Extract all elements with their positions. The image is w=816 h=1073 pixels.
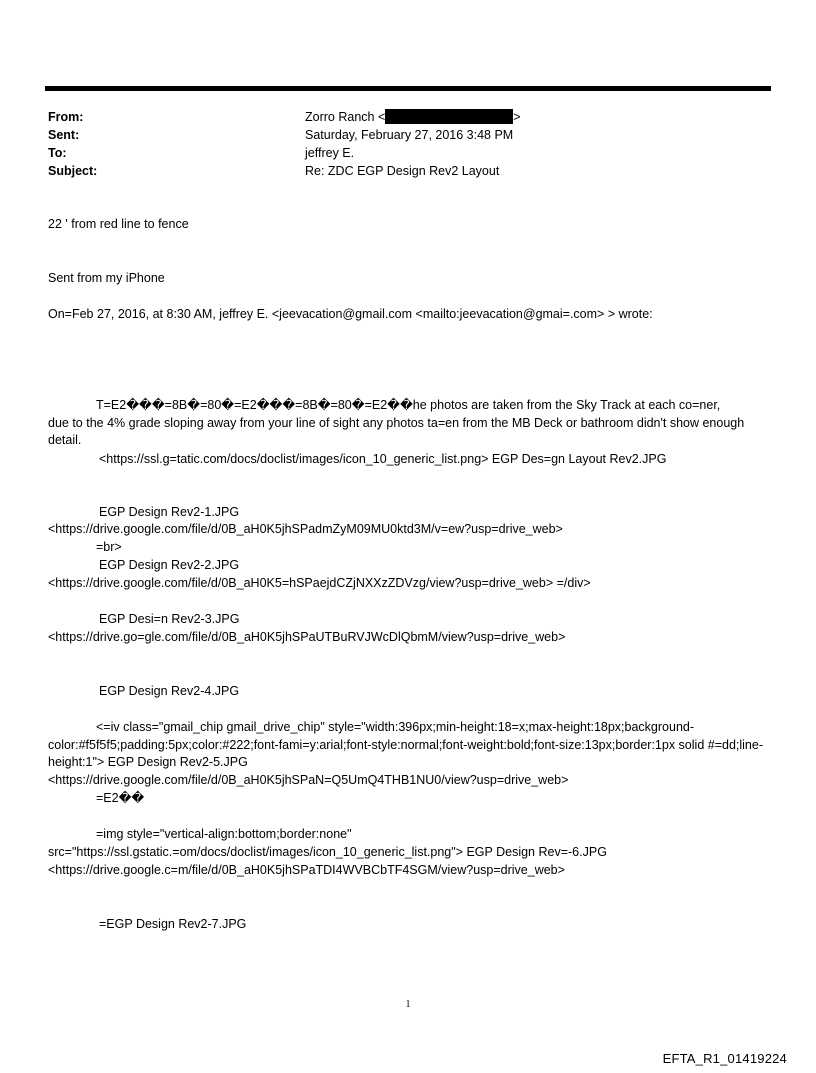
quote-intro: On=Feb 27, 2016, at 8:30 AM, jeffrey E. <jeevacation@gmail.com <mailto:jeevacation@gmai=.com> > wrote: — [48, 307, 653, 321]
file-2-url: <https://drive.google.com/file/d/0B_aH0K5=hSPaejdCZjNXXzZDVzg/view?usp=drive_web> =/div> — [48, 576, 591, 590]
sent-value: Saturday, February 27, 2016 3:48 PM — [305, 128, 514, 142]
br-fragment: =br> — [96, 540, 122, 554]
garbled-fragment: =E2�� — [96, 791, 145, 805]
file-1-url: <https://drive.google.com/file/d/0B_aH0K5jhSPadmZyM09MU0ktd3M/v=ew?usp=drive_web> — [48, 522, 563, 536]
file-7-name: =EGP Design Rev2-7.JPG — [99, 917, 247, 931]
from-value: Zorro Ranch < > — [305, 110, 521, 124]
icon-link-line: <https://ssl.g=tatic.com/docs/doclist/images/icon_10_generic_list.png> EGP Des=gn Layout Rev2.JPG — [99, 452, 667, 466]
div-chip-first-line: <=iv class="gmail_chip gmail_drive_chip" style="width:396px;min-height:18=x;max-height:18px;background- — [96, 720, 695, 734]
signature: Sent from my iPhone — [48, 271, 165, 285]
img-line-2: src="https://ssl.gstatic.=om/docs/doclist/images/icon_10_generic_list.png"> EGP Design Rev=-6.JPG — [48, 845, 607, 859]
file-3-name: EGP Desi=n Rev2-3.JPG — [99, 612, 240, 626]
subject-value: Re: ZDC EGP Design Rev2 Layout — [305, 164, 500, 178]
sent-row — [48, 126, 514, 144]
page-number: 1 — [405, 999, 411, 1010]
para1-first-line: T=E2���=8B�=80�=E2���=8B�=80�=E2��he photos are taken from the Sky Track at each co=ner, — [96, 398, 721, 412]
to-row — [48, 144, 355, 162]
div-chip-rest: color:#f5f5f5;padding:5px;color:#222;font-fami=y:arial;font-style:normal;font-weight:bold;font-size:13px;border:1px solid #=dd;line-height:1"> EGP Design Rev2-5.JPG — [48, 738, 763, 769]
to-label: To: — [48, 146, 67, 160]
subject-label: Subject: — [48, 164, 98, 178]
file-3-url: <https://drive.go=gle.com/file/d/0B_aH0K5jhSPaUTBuRVJWcDlQbmM/view?usp=drive_web> — [48, 630, 566, 644]
body-line-1: 22 ' from red line to fence — [48, 217, 189, 231]
sent-label: Sent: — [48, 128, 80, 142]
file-5-url: <https://drive.google.com/file/d/0B_aH0K5jhSPaN=Q5UmQ4THB1NU0/view?usp=drive_web> — [48, 773, 569, 787]
file-2-name: EGP Design Rev2-2.JPG — [99, 558, 240, 572]
file-6-url: <https://drive.google.c=m/file/d/0B_aH0K5jhSPaTDI4WVBCbTF4SGM/view?usp=drive_web> — [48, 863, 565, 877]
header-rule — [45, 86, 771, 91]
redaction-box — [385, 109, 513, 124]
file-4-name: EGP Design Rev2-4.JPG — [99, 684, 240, 698]
from-label: From: — [48, 110, 84, 124]
para1-rest: due to the 4% grade sloping away from your line of sight any photos ta=en from the MB Deck or bathroom didn't show enough detail. — [48, 416, 748, 447]
subject-row — [48, 162, 500, 180]
img-line-1: =img style="vertical-align:bottom;border:none" — [96, 827, 352, 841]
bates-stamp: EFTA_R1_01419224 — [662, 1051, 787, 1066]
from-row — [48, 108, 521, 126]
file-1-name: EGP Design Rev2-1.JPG — [99, 505, 240, 519]
to-value: jeffrey E. — [305, 146, 355, 160]
